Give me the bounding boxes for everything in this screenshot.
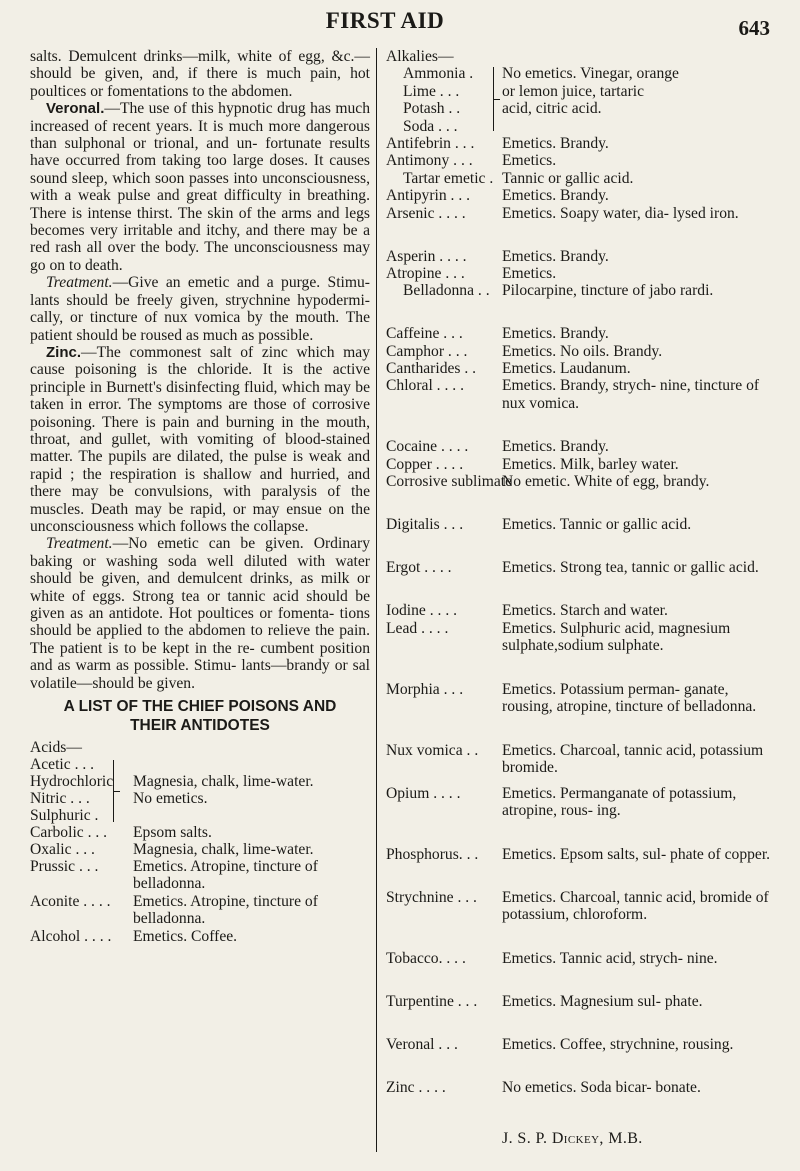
table-row: Alcohol . . . . Emetics. Coffee. [30,928,238,945]
table-row: Aconite . . . . Emetics. Atropine, tincture of belladonna. [30,893,318,928]
table-row: Nux vomica . . Emetics. Charcoal, tannic acid, potassium bromide. [386,741,764,777]
paragraph: salts. Demulcent drinks—milk, white of egg, &c.— should be given, and, if there is much pain, hot poultices or fomentations to the abdomen. [30,48,370,100]
paragraph: Treatment.—Give an emetic and a purge. Stimu- lants should be freely given, strychnine hypodermi- cally, or tincture of nux vomica by the mouth. The patient should be roused as much as possible. [30,274,370,344]
table-row: Digitalis . . . Emetics. Tannic or gallic acid. [386,516,692,534]
poison-table-right [386,48,772,1122]
table-row: Morphia . . . Emetics. Potassium perman- ganate, rousing, atropine, tincture of belladonna. [386,680,757,716]
table-row: Antimony . . . Emetics. [386,152,557,170]
paragraph: Veronal.—The use of this hypnotic drug has much increased of recent years. It is much more dangerous than sulphonal or trional, and un- fortunate results have occurred from taking too large doses. It causes sound sleep, which soon passes into unconsciousness, with a weak pulse and great difficulty in breathing. There is intense thirst. The skin of the arms and legs becomes very irritable and itchy, and there may be a red rash all over the body. The unconsciousness may go on to death. [30,100,370,274]
table-row: Alkalies— [386,48,454,65]
table-row: Cantharides . . Emetics. Laudanum. [386,360,631,378]
table-row: Camphor . . . Emetics. No oils. Brandy. [386,342,663,360]
table-row: Prussic . . . Emetics. Atropine, tincture of belladonna. [30,858,318,893]
paragraph: Treatment.—No emetic can be given. Ordinary baking or washing soda well diluted with water should be given, and demulcent drinks, as milk or white of eggs. Strong tea or tannic acid should be given as an antidote. Hot poultices or fomenta- tions should be applied to the abdomen to relieve the pain. The patient is to be kept in the re- cumbent position and as warm as possible. Stimu- lants—brandy or sal volatile—should be given. [30,535,370,692]
table-row: Oxalic . . . Magnesia, chalk, lime-water. [30,841,314,858]
table-row: Belladonna . . Pilocarpine, tincture of jabo rardi. [403,282,714,300]
table-row: Carbolic . . . Epsom salts. [30,824,212,841]
paragraph: Zinc.—The commonest salt of zinc which may cause poisoning is the chloride. It is the active principle in Burnett's disinfecting fluid, which may be taken in error. The symptoms are those of corrosive poisoning. There is pain and burning in the mouth, throat, and gullet, with vomiting of blood-stained matter. The pupils are dilated, the pulse is weak and rapid ; the respiration is shallow and hurried, and there may be convulsions, with paralysis of the muscles. Death may be rapid, or may ensue on the unconsciousness which follows the collapse. [30,343,370,535]
table-row: Strychnine . . . Emetics. Charcoal, tannic acid, bromide of potassium, chloroform. [386,888,769,924]
table-row: Phosphorus. . . Emetics. Epsom salts, sul- phate of copper. [386,845,771,863]
table-row: Chloral . . . . Emetics. Brandy, strych- nine, tincture of nux vomica. [386,377,760,412]
table-row: Atropine . . . Emetics. [386,264,557,282]
table-row: Corrosive sublimate No emetic. White of egg, brandy. [386,473,710,491]
table-row: Acids— [30,739,82,756]
table-row: Veronal . . . Emetics. Coffee, strychnine, rousing. [386,1035,734,1053]
table-row: Potash . . acid, citric acid. [403,100,602,118]
table-row: Lead . . . . Emetics. Sulphuric acid, magnesium sulphate,sodium sulphate. [386,619,731,655]
table-row: Tartar emetic . Tannic or gallic acid. [403,169,634,187]
poison-table-left [30,739,370,945]
running-head [0,8,800,38]
list-heading: A LIST OF THE CHIEF POISONS AND THEIR ANTIDOTES [63,698,337,734]
table-row: Nitric . . . No emetics. [30,790,208,807]
table-row: Arsenic . . . . Emetics. Soapy water, dia- lysed iron. [386,204,739,222]
table-row: Ammonia . No emetics. Vinegar, orange [403,65,679,83]
running-title: FIRST AID [325,8,445,33]
table-row: Copper . . . . Emetics. Milk, barley water. [386,455,679,473]
table-row: Antifebrin . . . Emetics. Brandy. [386,134,609,152]
page-number: 643 [738,16,770,40]
table-row: Asperin . . . . Emetics. Brandy. [386,247,609,265]
author-signature: J. S. P. Dickey, M.B. [502,1130,643,1147]
table-row: Turpentine . . . Emetics. Magnesium sul- phate. [386,992,703,1010]
table-row: Hydrochloric Magnesia, chalk, lime-water. [30,773,314,790]
table-row: Zinc . . . . No emetics. Soda bicar- bonate. [386,1078,701,1096]
table-row: Antipyrin . . . Emetics. Brandy. [386,187,609,205]
column-rule [376,48,377,1152]
table-row: Soda . . . [403,117,458,135]
table-row: Sulphuric . [30,807,99,824]
body-text-column [30,48,370,692]
table-row: Cocaine . . . . Emetics. Brandy. [386,438,609,456]
table-row: Acetic . . . [30,756,95,773]
table-row: Opium . . . . Emetics. Permanganate of potassium, atropine, rous- ing. [386,784,737,820]
table-row: Tobacco. . . . Emetics. Tannic acid, strych- nine. [386,949,718,967]
table-row: Lime . . . or lemon juice, tartaric [403,82,645,100]
table-row: Iodine . . . . Emetics. Starch and water. [386,602,668,620]
table-row: Ergot . . . . Emetics. Strong tea, tannic or gallic acid. [386,559,759,577]
table-row: Caffeine . . . Emetics. Brandy. [386,325,609,343]
